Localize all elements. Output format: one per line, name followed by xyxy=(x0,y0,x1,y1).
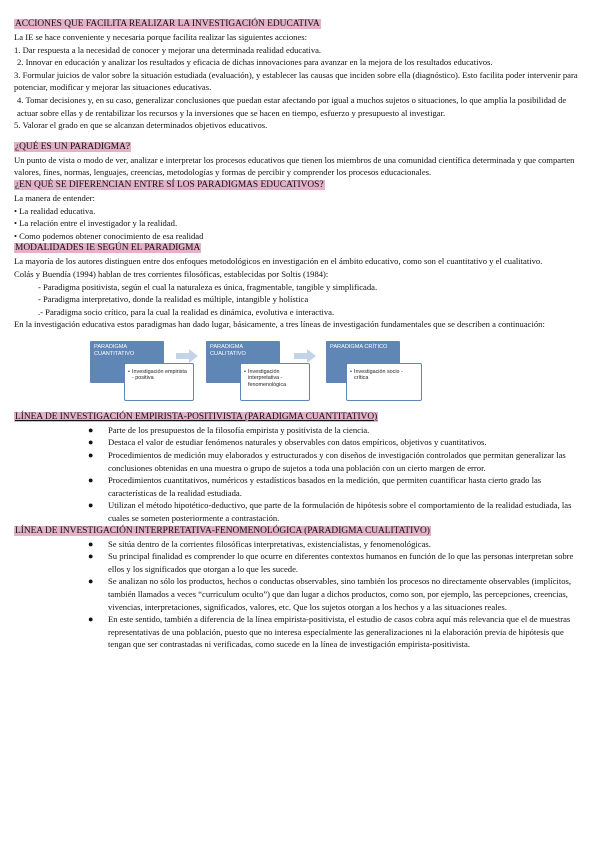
paradigm-diagram xyxy=(90,341,420,403)
section-title-linea1: LÍNEA DE INVESTIGACIÓN EMPIRISTA-POSITIVISTA (PARADIGMA CUANTITATIVO) xyxy=(15,411,378,422)
document-page xyxy=(14,18,586,651)
diagram-box-cuantitativo: PARADIGMA CUANTITATIVO xyxy=(90,341,164,383)
action-item: 5. Valorar el grado en que se alcanzan determinados objetivos educativos. xyxy=(14,120,268,131)
list-item: ● Parte de los presupuestos de la filosofía empirista y positivista de la ciencia. xyxy=(88,424,370,435)
list-item: ● Procedimientos cuantitativos, numéricos y estadísticos basados en la medición, que permiten cuantificar hasta cierto grado las características de la realidad estudiada. xyxy=(88,475,542,498)
diagram-box-critico: PARADIGMA CRÍTICO xyxy=(326,341,400,383)
list-item: ● Se sitúa dentro de la corrientes filosóficas interpretativas, existencialistas, y fenomenológicas. xyxy=(88,538,431,549)
modalidades-p3: En la investigación educativa estos paradigmas han dado lugar, básicamente, a tres líneas de investigación fundamentales que se describen a continuación: xyxy=(14,319,545,330)
section-title-diferencias: ¿EN QUÉ SE DIFERENCIAN ENTRE SÍ LOS PARADIGMAS EDUCATIVOS? xyxy=(15,179,324,190)
list-item: ● Destaca el valor de estudiar fenómenos naturales y observables con datos empíricos, objetivos y cuantitativos. xyxy=(88,437,487,448)
diagram-box-cualitativo: PARADIGMA CUALITATIVO xyxy=(206,341,280,383)
intro-text: La IE se hace conveniente y necesaria porque facilita realizar las siguientes acciones: xyxy=(14,32,307,42)
section-title-modalidades: MODALIDADES IE SEGÚN EL PARADIGMA xyxy=(15,243,201,254)
linea2-list xyxy=(14,538,586,651)
arrow-right-icon xyxy=(294,349,316,363)
action-item: 2. Innovar en educación y analizar los resultados y eficacia de dichas innovaciones para avanzar en la mejora de los resultados educativos. xyxy=(17,57,493,68)
list-item: • La realidad educativa. xyxy=(14,205,96,216)
list-item: • La relación entre el investigador y la realidad. xyxy=(14,218,178,229)
paradigma-text: Un punto de vista o modo de ver, analizar e interpretar los procesos educativos que tienen los miembros de una comunidad científica determinada y que comparten valores, fines, normas, lenguajes, creencias, metodologías y formas de percibir y comprender los procesos educacionales. xyxy=(14,154,575,178)
arrow-right-icon xyxy=(176,349,198,363)
action-item: 3. Formular juicios de valor sobre la situación estudiada (evaluación), y establecer las causas que inciden sobre ella (diagnóstico). Esto facilita poder intervenir para potenciar, modificar y mejorar las situaciones educativas. xyxy=(14,69,578,93)
diagram-sub-critico: • Investigación socio - crítica xyxy=(346,363,422,401)
list-item: ● Su principal finalidad es comprender lo que ocurre en diferentes contextos humanos en función de lo que las personas interpretan sobre ellos y los significados que otorgan a lo que les sucede. xyxy=(88,551,574,574)
section-title-linea2: LÍNEA DE INVESTIGACIÓN INTERPRETATIVA-FENOMENOLÓGICA (PARADIGMA CUALITATIVO) xyxy=(15,525,430,536)
modalidades-p1: La mayoría de los autores distinguen entre dos enfoques metodológicos en investigación en el ámbito educativo, como son el cuantitativo y el cualitativo. xyxy=(14,256,543,267)
list-item: ● En este sentido, también a diferencia de la línea empirista-positivista, el estudio de casos cobra aquí más relevancia que el de muestras representativas de una población, puesto que no interesa especialmente las generalizaciones ni la elaboración previa de hipótesis que tengan que ser contrastadas ni verificadas, como sucede en la línea de investigación empirista-positivista. xyxy=(88,614,571,650)
list-item: - Paradigma positivista, según el cual la naturaleza es única, fragmentable, tangible y simplificada. xyxy=(38,281,378,292)
section-title-acciones: ACCIONES QUE FACILITA REALIZAR LA INVESTIGACIÓN EDUCATIVA xyxy=(15,19,320,29)
diagram-sub-cualitativo: • Investigación interpretativa - fenomenológica xyxy=(240,363,310,401)
action-item: 1. Dar respuesta a la necesidad de conocer y mejorar una determinada realidad educativa. xyxy=(14,44,322,55)
diferencias-list xyxy=(14,205,586,243)
list-item: ● Utilizan el método hipotético-deductivo, que parte de la formulación de hipótesis sobre el comportamiento de la realidad estudiada, las cuales se someten posteriormente a contrastación. xyxy=(88,500,572,524)
diferencias-lead: La manera de entender: xyxy=(14,192,95,203)
list-item: • Como podemos obtener conocimiento de esa realidad xyxy=(14,230,204,241)
list-item: ● Se analizan no sólo los productos, hechos o conductas observables, sino también los procesos no directamente observables (implícitos, también llamados a veces “curriculum oculto”) que dan lugar a dichos productos, como son, por ejemplo, las percepciones, creencias, vivencias, interpretaciones, significados, valores, etc. Que los sujetos otorgan a los hechos y a las situaciones reales. xyxy=(88,576,572,612)
actions-list xyxy=(14,44,586,132)
diagram-sub-cuantitativo: • Investigación empirista - positiva xyxy=(124,363,194,401)
list-item: - Paradigma interpretativo, donde la realidad es múltiple, intangible y holística xyxy=(38,294,309,305)
linea1-list xyxy=(14,424,586,525)
modalidades-p2: Colás y Buendía (1994) hablan de tres corrientes filosóficas, establecidas por Soltis (1984): xyxy=(14,268,329,279)
paradigm-types-list xyxy=(14,281,586,319)
action-item: 4. Tomar decisiones y, en su caso, generalizar conclusiones que puedan estar afectando por igual a muchos sujetos o situaciones, lo que amplía la posibilidad de actuar sobre ellas y de rentabilizar los recursos y la inversiones que se hacen en tiempo, esfuerzo y presupuesto al investigar. xyxy=(17,94,567,118)
list-item: ● Procedimientos de medición muy elaborados y estructurados y con diseños de investigación controlados que permitan generalizar las conclusiones obtenidas en una muestra o grupo de sujetos a toda una población con un cierto margen de error. xyxy=(88,450,566,473)
section-title-paradigma: ¿QUÉ ES UN PARADIGMA? xyxy=(15,141,131,152)
list-item: .- Paradigma socio crítico, para la cual la realidad es dinámica, evolutiva e interactiva. xyxy=(38,306,335,317)
